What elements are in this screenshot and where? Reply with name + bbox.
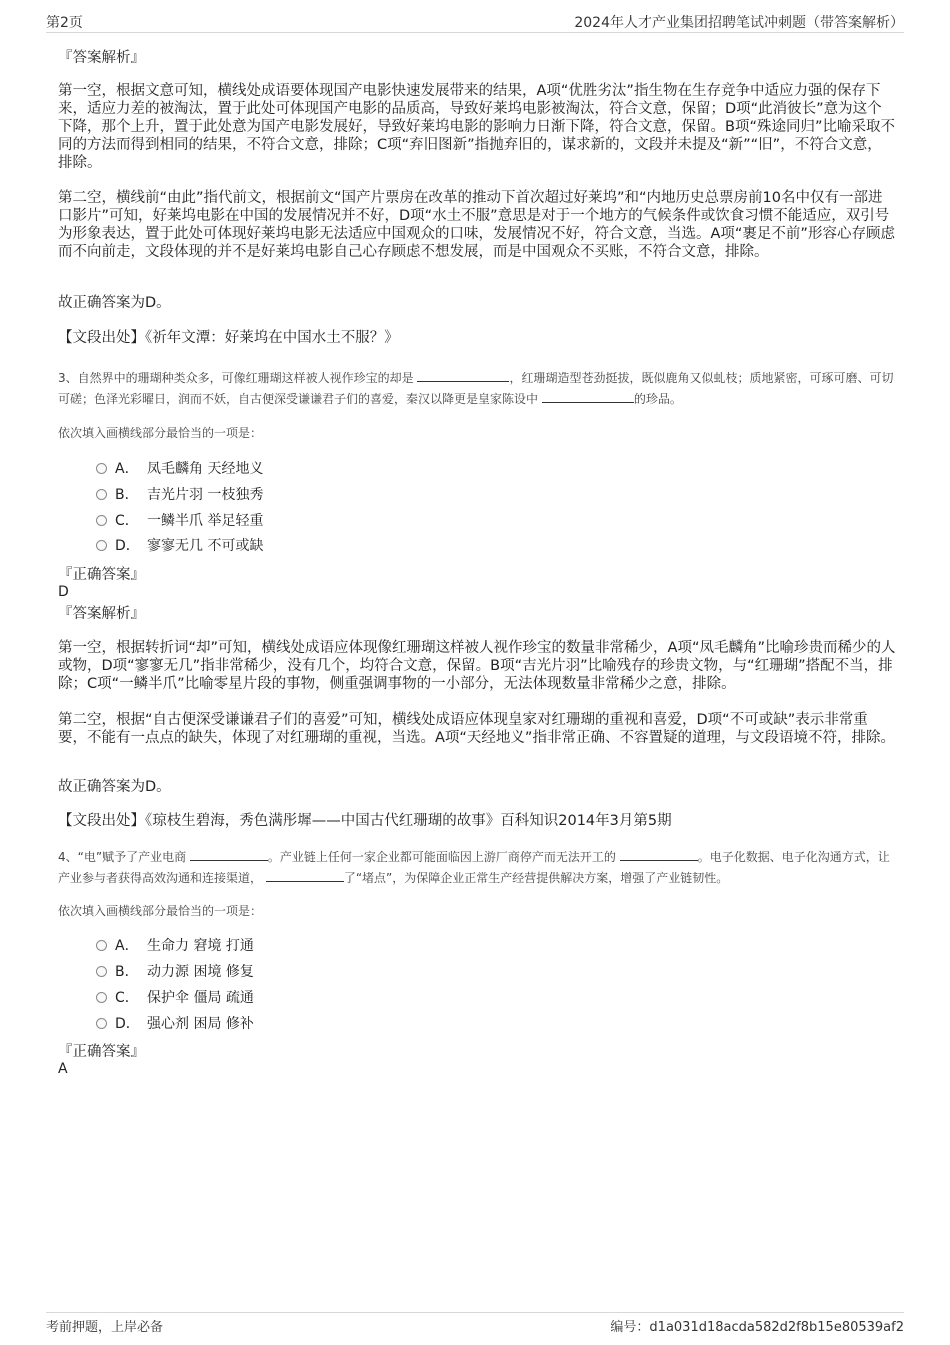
analysis-label: 『答案解析』: [58, 50, 145, 66]
radio-icon[interactable]: [96, 940, 107, 951]
correct-answer-label: 『正确答案』: [58, 567, 145, 583]
q3-stem-part-c: 的珍品。: [633, 392, 682, 406]
q2-conclusion: 故正确答案为D。: [58, 295, 171, 311]
q3-answer: D: [58, 584, 69, 600]
q3-conclusion: 故正确答案为D。: [58, 779, 171, 795]
q3-option-b[interactable]: B． 吉光片羽 一枝独秀: [96, 485, 263, 505]
analysis-label: 『答案解析』: [58, 606, 145, 622]
q4-stem: [58, 847, 896, 889]
q3-blank-2: [542, 390, 634, 403]
q2-source: 【文段出处】《祈年文潭：好莱坞在中国水土不服？》: [58, 330, 399, 346]
q4-stem-part-c: 。电子化数据、电子化沟通方式，让产业参与者获得高效沟通和连接渠道，: [58, 850, 890, 885]
q3-option-a[interactable]: A． 凤毛麟角 天经地义: [96, 459, 263, 479]
q4-stem-part-a: 4、“电”赋予了产业电商: [58, 850, 187, 864]
q4-instruction: 依次填入画横线部分最恰当的一项是：: [58, 904, 263, 918]
radio-icon[interactable]: [96, 540, 107, 551]
q3-option-d[interactable]: D． 寥寥无几 不可或缺: [96, 536, 263, 556]
q4-option-d[interactable]: D． 强心剂 困局 修补: [96, 1014, 254, 1034]
q4-stem-part-b: 。产业链上任何一家企业都可能面临因上游厂商停产而无法开工的: [267, 850, 616, 864]
q3-instruction: 依次填入画横线部分最恰当的一项是：: [58, 426, 263, 440]
q3-blank-1: [417, 369, 509, 382]
page-footer: [46, 1312, 904, 1338]
radio-icon[interactable]: [96, 489, 107, 500]
q3-option-c[interactable]: C． 一鳞半爪 举足轻重: [96, 511, 263, 531]
q4-blank-3: [266, 869, 344, 882]
q4-blank-2: [620, 848, 698, 861]
q4-option-a[interactable]: A． 生命力 窘境 打通: [96, 936, 254, 956]
radio-icon[interactable]: [96, 515, 107, 526]
q4-answer: A: [58, 1061, 68, 1077]
q2-analysis-para-1: 第一空，根据文意可知，横线处成语要体现国产电影快速发展带来的结果，A项“优胜劣汰”指生物在生存竞争中适应力强的保存下来，适应力差的被淘汰，置于此处可体现国产电影的品质高，导致好莱坞电影被淘汰，符合文意，保留；D项“此消彼长”意为这个下降，那个上升，置于此处意为国产电影发展好，导致好莱坞电影的影响力日渐下降，符合文意，保留。B项“殊途同归”比喻采取不同的方法而得到相同的结果，不符合文意，排除；C项“弃旧图新”指抛弃旧的，谋求新的，文段并未提及“新”“旧”，不符合文意，排除。: [58, 83, 895, 171]
document-title: 2024年人才产业集团招聘笔试冲刺题（带答案解析）: [574, 15, 904, 31]
correct-answer-label: 『正确答案』: [58, 1044, 145, 1060]
q2-analysis-para-2: 第二空，横线前“由此”指代前文，根据前文“国产片票房在改革的推动下首次超过好莱坞”和“内地历史总票房前10名中仅有一部进口影片”可知，好莱坞电影在中国的发展情况并不好，D项“水土不服”意思是对于一个地方的气候条件或饮食习惯不能适应，双引号为形象表达，置于此处可体现好莱坞电影无法适应中国观众的口味，发展情况不好，符合文意，当选。A项“裹足不前”形容心存顾虑而不向前走，文段体现的并不是好莱坞电影自己心存顾虑不想发展，而是中国观众不买账，不符合文意，排除。: [58, 190, 895, 260]
radio-icon[interactable]: [96, 966, 107, 977]
q4-blank-1: [190, 848, 268, 861]
q3-source: 【文段出处】《琼枝生碧海，秀色满彤墀——中国古代红珊瑚的故事》百科知识2014年3月第5期: [58, 813, 672, 829]
q4-option-c[interactable]: C． 保护伞 僵局 疏通: [96, 988, 254, 1008]
q3-stem-part-a: 3、自然界中的珊瑚种类众多，可像红珊瑚这样被人视作珍宝的却是: [58, 371, 414, 385]
page-number: 第2页: [46, 15, 83, 31]
q3-analysis-para-1: 第一空，根据转折词“却”可知，横线处成语应体现像红珊瑚这样被人视作珍宝的数量非常稀少，A项“凤毛麟角”比喻珍贵而稀少的人或物，D项“寥寥无几”指非常稀少，没有几个，均符合文意，保留。B项“吉光片羽”比喻残存的珍贵文物，与“红珊瑚”搭配不当，排除；C项“一鳞半爪”比喻零星片段的事物，侧重强调事物的一小部分，无法体现数量非常稀少之意，排除。: [58, 640, 896, 692]
footer-slogan: 考前押题，上岸必备: [46, 1320, 164, 1335]
q3-analysis-para-2: 第二空，根据“自古便深受谦谦君子们的喜爱”可知，横线处成语应体现皇家对红珊瑚的重视和喜爱，D项“不可或缺”表示非常重要，不能有一点点的缺失，体现了对红珊瑚的重视，当选。A项“天经地义”指非常正确、不容置疑的道理，与文段语境不符，排除。: [58, 712, 895, 746]
radio-icon[interactable]: [96, 463, 107, 474]
q4-stem-part-d: 了“堵点”，为保障企业正常生产经营提供解决方案，增强了产业链韧性。: [343, 871, 729, 885]
page-header: [46, 12, 904, 33]
document-id: 编号：d1a031d18acda582d2f8b15e80539af2: [610, 1320, 904, 1335]
q3-stem-part-b: ，红珊瑚造型苍劲挺拔，既似鹿角又似虬枝；质地紧密，可琢可磨、可切可磋；色泽光彩曜日，润而不妖，自古便深受谦谦君子们的喜爱，秦汉以降更是皇家陈设中: [58, 371, 894, 406]
q4-option-b[interactable]: B． 动力源 困境 修复: [96, 962, 254, 982]
radio-icon[interactable]: [96, 992, 107, 1003]
radio-icon[interactable]: [96, 1018, 107, 1029]
q3-stem: [58, 368, 896, 410]
